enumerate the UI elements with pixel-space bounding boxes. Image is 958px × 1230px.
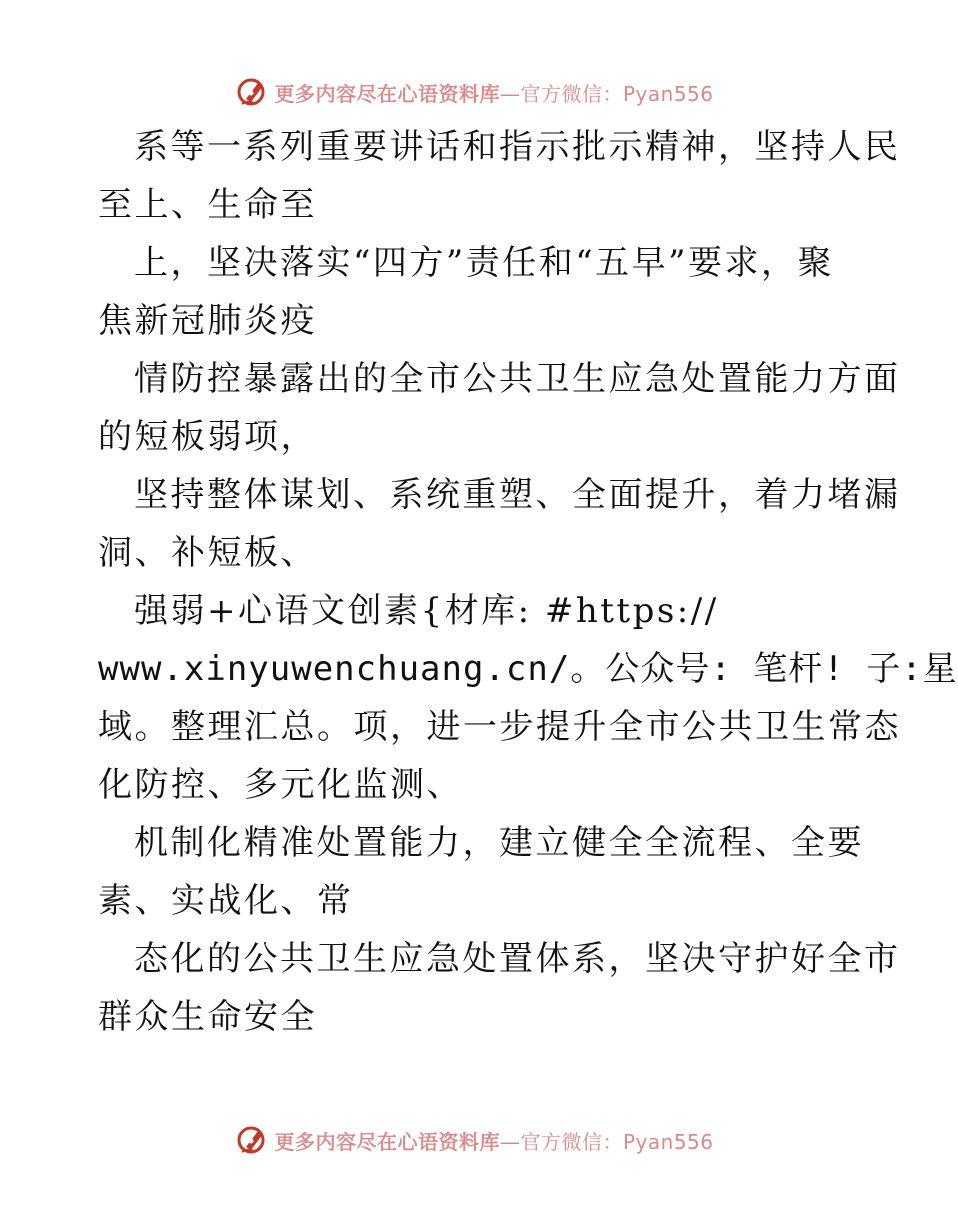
banner-separator: — [499,1129,521,1154]
text-line: 坚持整体谋划、系统重塑、全面提升，着力堵漏 [134,475,901,515]
text-line: 上，坚决落实“四方”责任和“五早”要求，聚 [134,243,835,283]
text-line: 强弱+心语文创素{材库: #https:// [134,591,719,631]
text-line: www.xinyuwenchuang.cn/。公众号: 笔杆! 子:星 [98,649,958,689]
document-body [98,118,958,1046]
text-line: 情防控暴露出的全市公共卫生应急处置能力方面 [134,359,901,399]
text-line: 系等一系列重要讲话和指示批示精神，坚持人民 [134,127,901,167]
text-line: 群众生命安全 [98,997,317,1037]
text-line: 机制化精准处置能力，建立健全全流程、全要 [134,823,864,863]
text-line: 域。整理汇总。项，进一步提升全市公共卫生常态 [98,707,901,747]
banner-text [274,78,713,107]
text-line: 至上、生命至 [98,185,317,225]
fountain-pen-logo-icon [236,1123,270,1157]
banner-text [274,1126,713,1155]
banner-separator: — [499,81,521,106]
banner-account-label: 官方微信： [520,1129,623,1154]
text-line: 的短板弱项， [98,417,317,457]
footer-banner [0,1120,950,1160]
banner-account-id: Pyan556 [622,81,714,106]
text-line: 化防控、多元化监测、 [98,765,463,805]
text-line: 态化的公共卫生应急处置体系，坚决守护好全市 [134,939,901,979]
banner-main-text: 更多内容尽在心语资料库 [274,1129,500,1154]
banner-account-label: 官方微信： [520,81,623,106]
text-line: 焦新冠肺炎疫 [98,301,317,341]
fountain-pen-logo-icon [236,75,270,109]
banner-account-id: Pyan556 [622,1129,714,1154]
header-banner [0,72,950,112]
banner-main-text: 更多内容尽在心语资料库 [274,81,500,106]
text-line: 素、实战化、常 [98,881,354,921]
text-line: 洞、补短板、 [98,533,317,573]
